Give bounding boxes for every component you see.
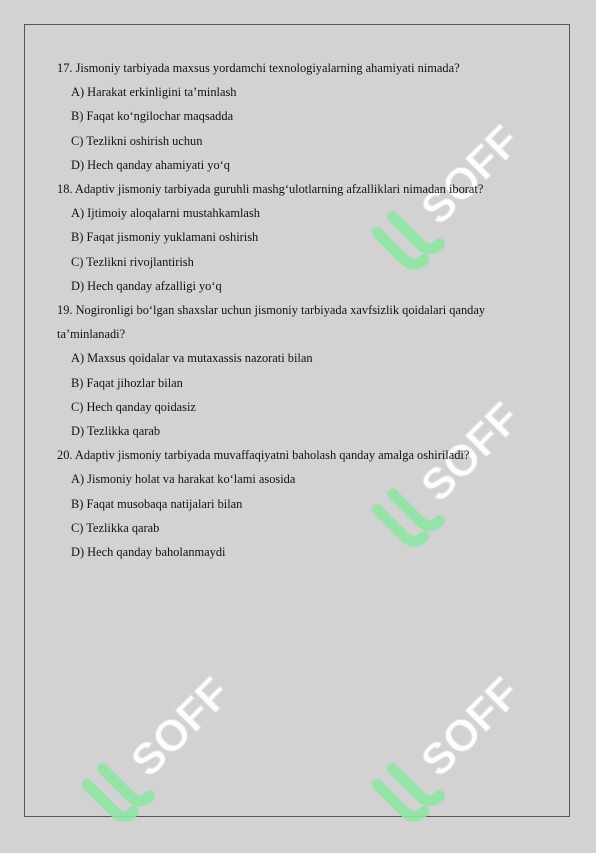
answer-option: D) Hech qanday ahamiyati yo‘q bbox=[71, 157, 230, 172]
answer-option: A) Harakat erkinligini ta’minlash bbox=[71, 85, 237, 100]
answer-option: A) Maxsus qoidalar va mutaxassis nazorati bilan bbox=[71, 351, 313, 366]
question-block bbox=[57, 443, 547, 564]
question-block bbox=[57, 177, 547, 298]
question-block bbox=[57, 56, 547, 177]
question-text: 19. Nogironligi bo‘lgan shaxslar uchun jismoniy tarbiyada xavfsizlik qoidalari qanday ta’minlanadi? bbox=[57, 303, 486, 342]
answer-option: B) Faqat jihozlar bilan bbox=[71, 375, 183, 390]
answer-option: A) Jismoniy holat va harakat ko‘lami asosida bbox=[71, 472, 296, 487]
answer-option: B) Faqat jismoniy yuklamani oshirish bbox=[71, 230, 259, 245]
question-text: 20. Adaptiv jismoniy tarbiyada muvaffaqiyatni baholash qanday amalga oshiriladi? bbox=[57, 448, 470, 463]
answer-option: C) Tezlikni oshirish uchun bbox=[71, 133, 203, 148]
answer-option: C) Tezlikni rivojlantirish bbox=[71, 254, 194, 269]
svg-text:SOFF: SOFF bbox=[411, 668, 530, 786]
question-block bbox=[57, 298, 547, 443]
answer-option: D) Hech qanday baholanmaydi bbox=[71, 545, 226, 560]
answer-option: B) Faqat ko‘ngilochar maqsadda bbox=[71, 109, 234, 124]
answer-option: D) Hech qanday afzalligi yo‘q bbox=[71, 278, 222, 293]
answer-option: C) Hech qanday qoidasiz bbox=[71, 399, 196, 414]
svg-text:SOFF: SOFF bbox=[121, 668, 240, 786]
answer-option: C) Tezlikka qarab bbox=[71, 520, 160, 535]
svg-text:SOFF: SOFF bbox=[411, 393, 530, 511]
svg-text:SOFF: SOFF bbox=[411, 116, 530, 234]
question-list bbox=[57, 56, 547, 564]
answer-option: A) Ijtimoiy aloqalarni mustahkamlash bbox=[71, 206, 260, 221]
question-text: 17. Jismoniy tarbiyada maxsus yordamchi texnologiyalarning ahamiyati nimada? bbox=[57, 61, 460, 75]
answer-option: D) Tezlikka qarab bbox=[71, 424, 161, 439]
question-text: 18. Adaptiv jismoniy tarbiyada guruhli mashg‘ulotlarning afzalliklari nimadan iborat? bbox=[57, 182, 484, 197]
answer-option: B) Faqat musobaqa natijalari bilan bbox=[71, 496, 243, 511]
